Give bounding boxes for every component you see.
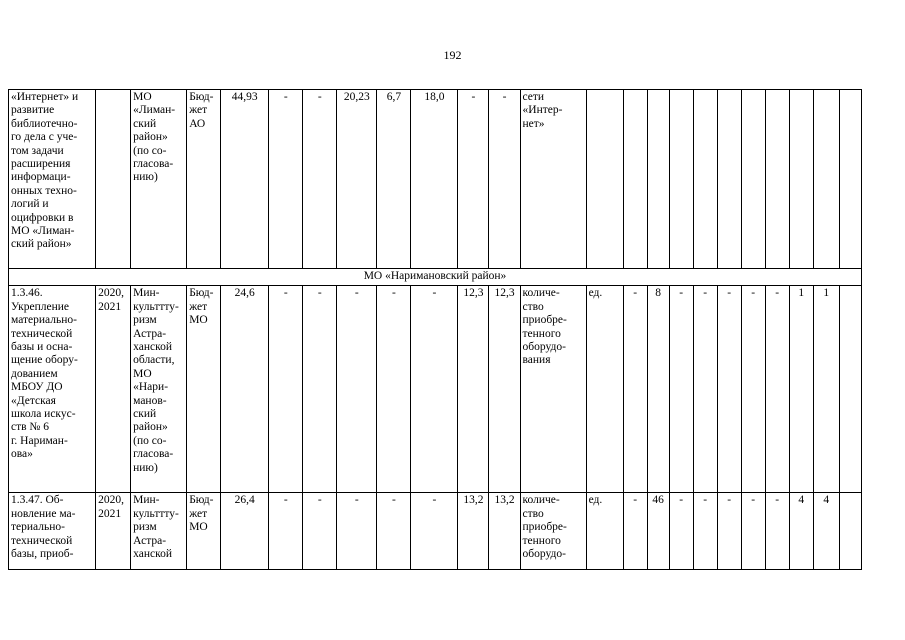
indicator-value-cell: - (623, 286, 647, 493)
years-cell: 2020, 2021 (96, 493, 131, 570)
indicator-value-cell (669, 90, 693, 269)
year-value-cell: - (303, 90, 337, 269)
indicator-value-cell (693, 90, 717, 269)
measure-name-cell: «Интернет» и развитие библиотечно- го дела с уче- том задачи расширения информаци- онных техно- логий и оцифровки в МО «Лиман- ский район» (9, 90, 96, 269)
year-value-cell: 6,7 (377, 90, 411, 269)
table-row (9, 90, 862, 269)
indicator-value-cell (717, 90, 741, 269)
year-value-cell: - (303, 493, 337, 570)
indicator-value-cell: - (717, 493, 741, 570)
year-value-cell: 13,2 (489, 493, 520, 570)
indicator-value-cell: 4 (813, 493, 839, 570)
indicator-value-cell (623, 90, 647, 269)
indicator-value-cell: 4 (789, 493, 813, 570)
funding-source-cell: Бюд- жет МО (187, 493, 221, 570)
indicator-value-cell: - (669, 286, 693, 493)
year-value-cell: 18,0 (411, 90, 458, 269)
year-value-cell: - (489, 90, 520, 269)
unit-cell: ед. (586, 493, 623, 570)
indicator-value-cell (789, 90, 813, 269)
indicator-value-cell: 1 (813, 286, 839, 493)
unit-cell: ед. (586, 286, 623, 493)
year-value-cell: - (269, 286, 303, 493)
years-cell (96, 90, 131, 269)
unit-cell (586, 90, 623, 269)
indicator-value-cell: - (717, 286, 741, 493)
table-row (9, 286, 862, 493)
program-table (8, 89, 862, 570)
funding-source-cell: Бюд- жет АО (187, 90, 221, 269)
indicator-value-cell (647, 90, 669, 269)
indicator-value-cell: - (741, 286, 765, 493)
indicator-value-cell: 46 (647, 493, 669, 570)
indicator-value-cell: - (693, 286, 717, 493)
indicator-value-cell: - (765, 286, 789, 493)
year-value-cell: - (411, 493, 458, 570)
year-value-cell: - (458, 90, 489, 269)
year-value-cell: 12,3 (489, 286, 520, 493)
indicator-cell: количе- ство приобре- тенного оборудо- (520, 493, 586, 570)
indicator-value-cell: 8 (647, 286, 669, 493)
section-row (9, 269, 862, 286)
page-number: 192 (443, 48, 462, 62)
indicator-value-cell (839, 493, 861, 570)
year-value-cell: - (303, 286, 337, 493)
indicator-value-cell (765, 90, 789, 269)
indicator-value-cell: - (693, 493, 717, 570)
indicator-value-cell (839, 286, 861, 493)
year-value-cell: - (337, 493, 377, 570)
table-row (9, 493, 862, 570)
section-title: МО «Наримановский район» (9, 269, 862, 286)
total-cell: 24,6 (221, 286, 269, 493)
year-value-cell: - (337, 286, 377, 493)
year-value-cell: - (377, 286, 411, 493)
year-value-cell: 20,23 (337, 90, 377, 269)
year-value-cell: - (377, 493, 411, 570)
indicator-value-cell (813, 90, 839, 269)
year-value-cell: 13,2 (458, 493, 489, 570)
indicator-value-cell: 1 (789, 286, 813, 493)
indicator-value-cell (839, 90, 861, 269)
indicator-cell: сети «Интер- нет» (520, 90, 586, 269)
indicator-value-cell: - (669, 493, 693, 570)
executor-cell: Мин- культтту- ризм Астра- ханской области, МО «Нари- манов- ский район» (по со- гласова- нию) (131, 286, 187, 493)
indicator-cell: количе- ство приобре- тенного оборудо- вания (520, 286, 586, 493)
funding-source-cell: Бюд- жет МО (187, 286, 221, 493)
executor-cell: Мин- культтту- ризм Астра- ханской (131, 493, 187, 570)
measure-name-cell: 1.3.46. Укрепление материально- технической базы и осна- щение обору- дованием МБОУ ДО «Детская школа искус- ств № 6 г. Нариман- ова» (9, 286, 96, 493)
indicator-value-cell (741, 90, 765, 269)
indicator-value-cell: - (623, 493, 647, 570)
years-cell: 2020, 2021 (96, 286, 131, 493)
year-value-cell: 12,3 (458, 286, 489, 493)
total-cell: 26,4 (221, 493, 269, 570)
indicator-value-cell: - (765, 493, 789, 570)
measure-name-cell: 1.3.47. Об- новление ма- териально- технической базы, приоб- (9, 493, 96, 570)
indicator-value-cell: - (741, 493, 765, 570)
year-value-cell: - (411, 286, 458, 493)
year-value-cell: - (269, 90, 303, 269)
total-cell: 44,93 (221, 90, 269, 269)
executor-cell: МО «Лиман- ский район» (по со- гласова- нию) (131, 90, 187, 269)
year-value-cell: - (269, 493, 303, 570)
